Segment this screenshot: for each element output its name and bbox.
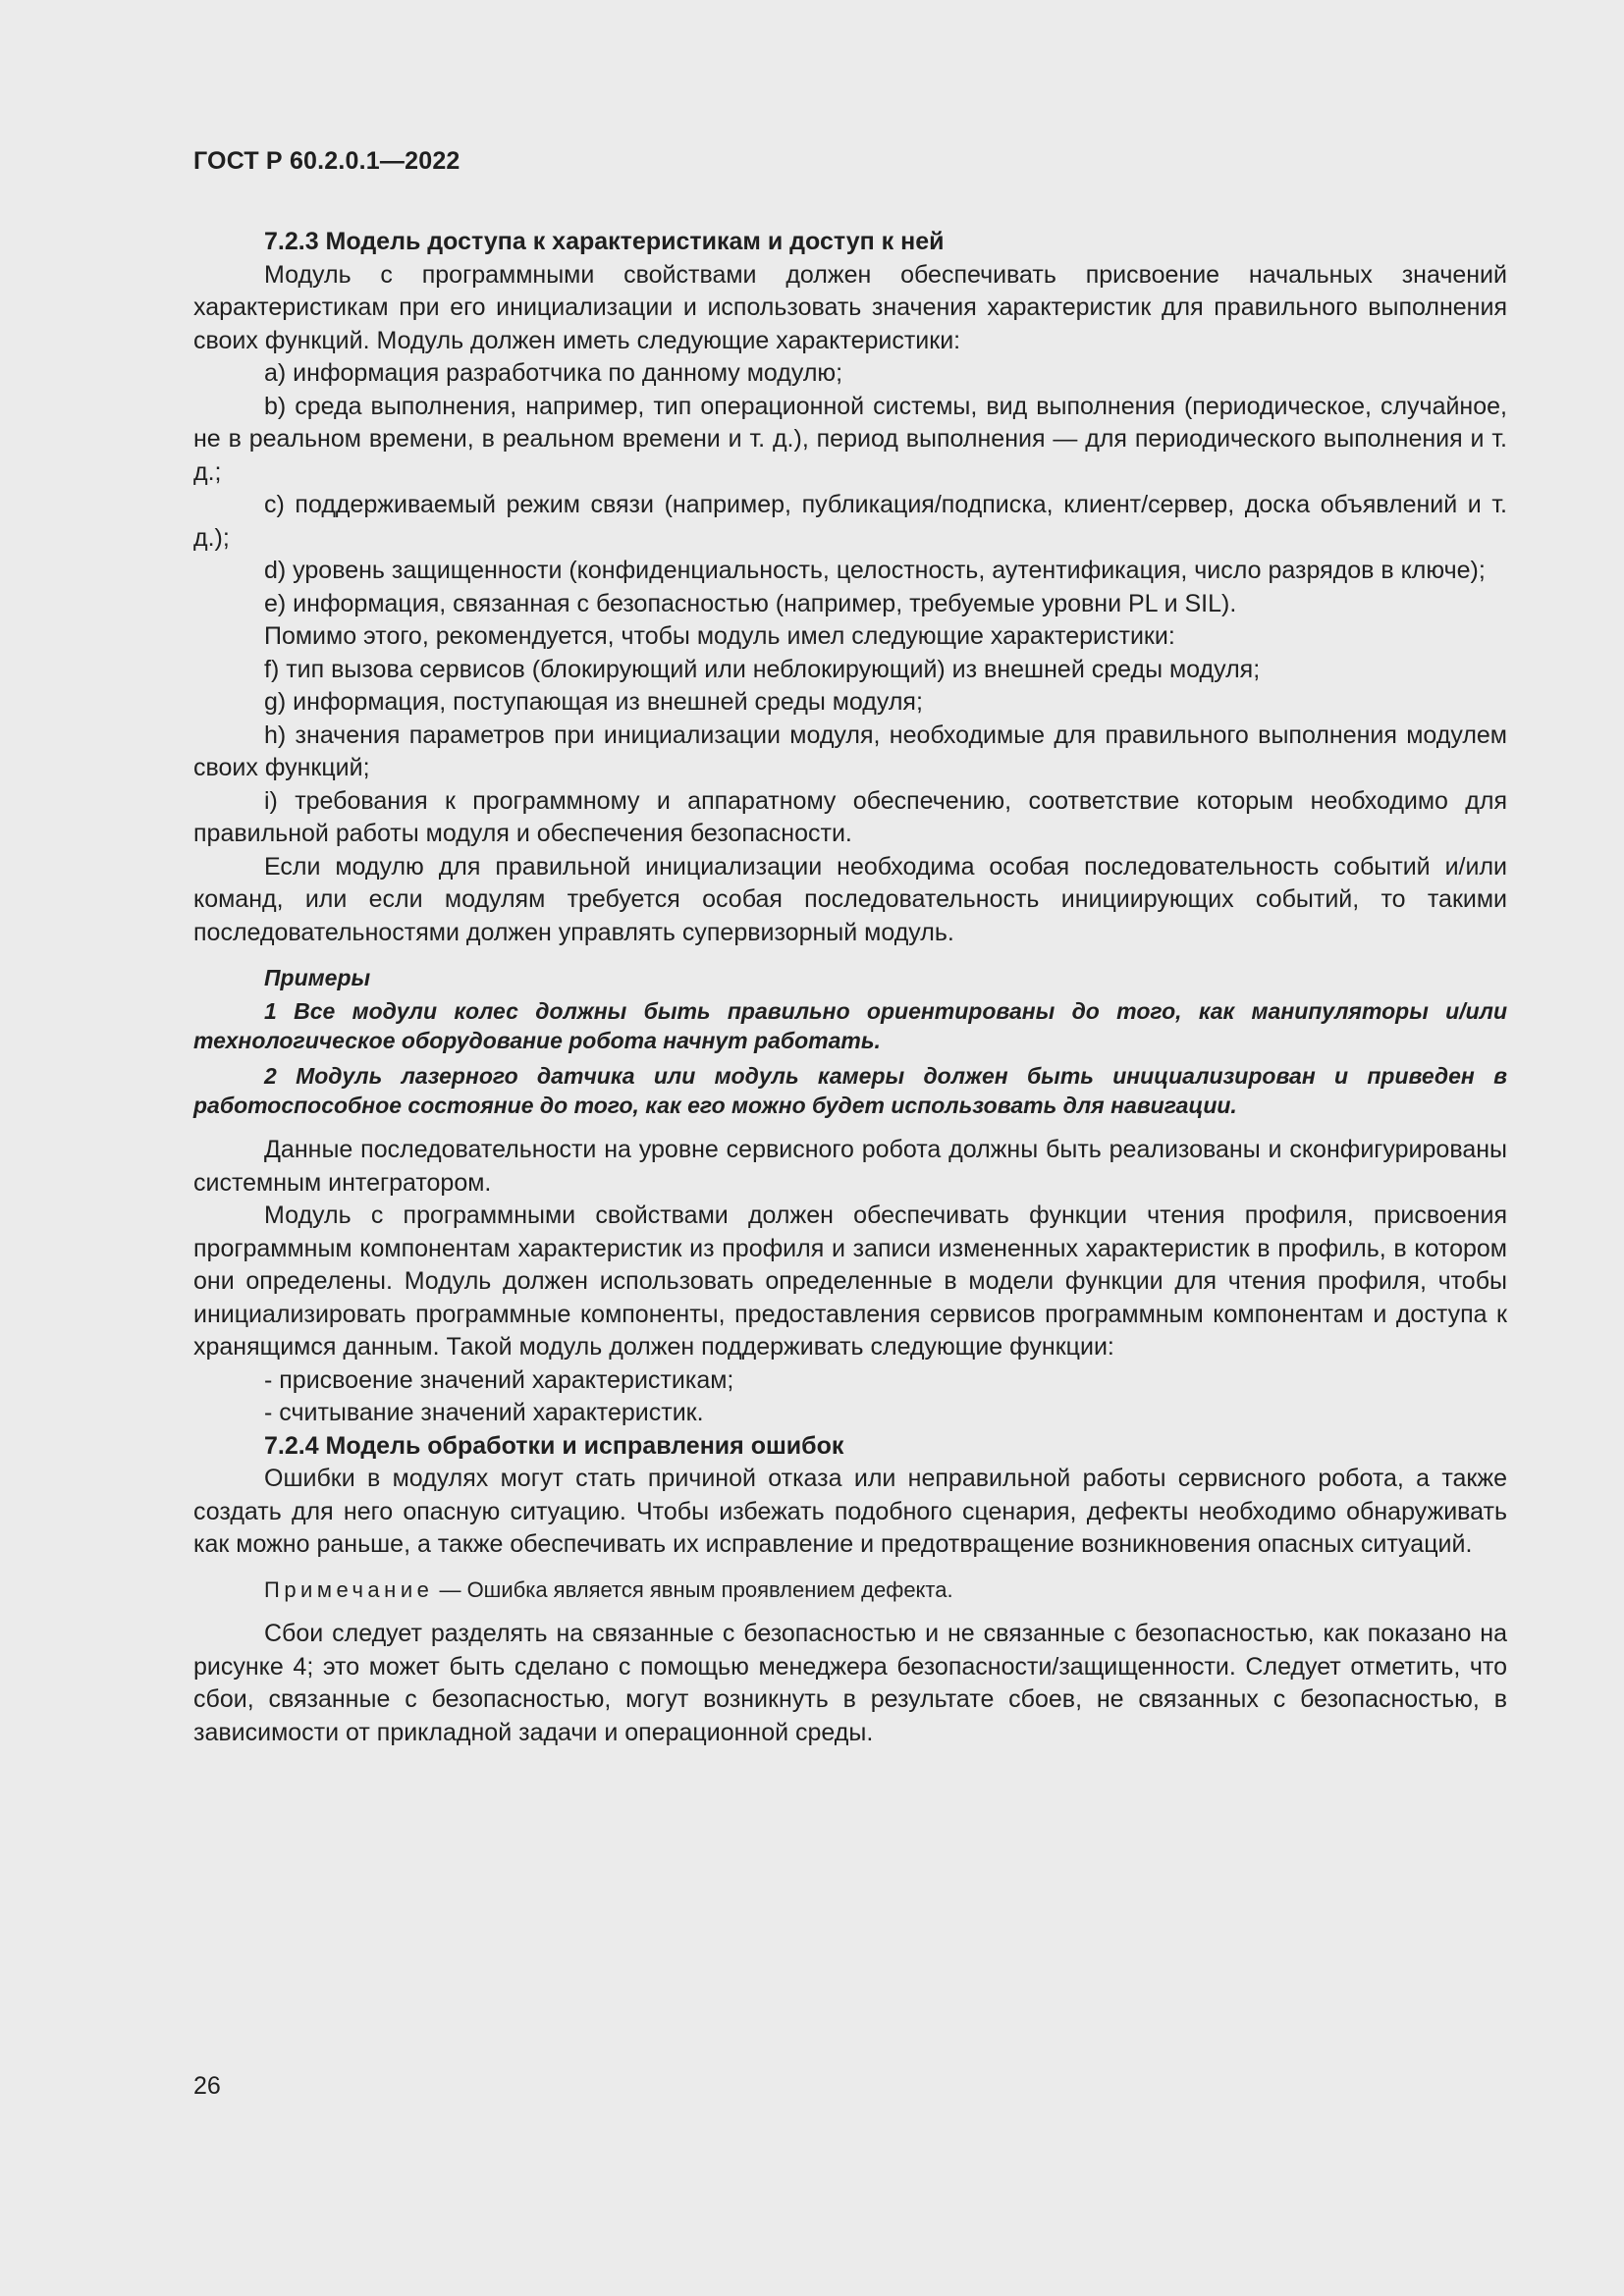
page-number: 26 [193, 2072, 221, 2100]
list-item: d) уровень защищенности (конфиденциальность, целостность, аутентификация, число разрядов в ключе); [264, 557, 1486, 584]
example-item: 2 Модуль лазерного датчика или модуль камеры должен быть инициализирован и приведен в работоспособное состояние до того, как его можно будет использовать для навигации. [193, 1063, 1507, 1118]
profile-paragraph: Модуль с программными свойствами должен обеспечивать функции чтения профиля, присвоения программным компонентам характеристик из профиля и записи измененных характеристик в профиль, в котором они определены. Модуль должен использовать определенные в модели функции для чтения профиля, чтобы инициализировать программные компоненты, предоставления сервисов программным компонентам и доступа к хранящимся данным. Такой модуль должен поддерживать следующие функции: [193, 1201, 1507, 1361]
failures-paragraph: Сбои следует разделять на связанные с безопасностью и не связанные с безопасностью, как показано на рисунке 4; это может быть сделано с помощью менеджера безопасности/защищенности. Следует отметить, что сбои, связанные с безопасностью, могут возникнуть в результате сбоев, не связанных с безопасностью, в зависимости от прикладной задачи и операционной среды. [193, 1620, 1507, 1746]
examples-title: Примеры [264, 965, 371, 990]
list-item: h) значения параметров при инициализации модуля, необходимые для правильного выполнения модулем своих функций; [193, 721, 1507, 781]
function-list-item: - присвоение значений характеристикам; [264, 1365, 734, 1394]
example-item: 1 Все модули колес должны быть правильно ориентированы до того, как манипуляторы и/или технологическое оборудование робота начнут работать. [193, 998, 1507, 1053]
list-item: a) информация разработчика по данному модулю; [264, 359, 843, 387]
recommended-intro-paragraph: Помимо этого, рекомендуется, чтобы модуль имел следующие характеристики: [264, 622, 1175, 650]
list-item: f) тип вызова сервисов (блокирующий или неблокирующий) из внешней среды модуля; [264, 655, 1261, 683]
document-code: ГОСТ Р 60.2.0.1—2022 [193, 147, 460, 175]
function-list-item: - считывание значений характеристик. [264, 1399, 704, 1426]
sequence-paragraph: Если модулю для правильной инициализации необходима особая последовательность событий и/или команд, или если модулям требуется особая последовательность инициирующих событий, то такими последовательностями должен управлять супервизорный модуль. [193, 852, 1507, 946]
section-heading-7-2-3: 7.2.3 Модель доступа к характеристикам и доступ к ней [264, 228, 945, 255]
list-item: i) требования к программному и аппаратному обеспечению, соответствие которым необходимо для правильной работы модуля и обеспечения безопасности. [193, 786, 1507, 847]
errors-paragraph: Ошибки в модулях могут стать причиной отказа или неправильной работы сервисного робота, а также создать для него опасную ситуацию. Чтобы избежать подобного сценария, дефекты необходимо обнаруживать как можно раньше, а также обеспечивать их исправление и предотвращение возникновения опасных ситуаций. [193, 1465, 1507, 1558]
list-item: b) среда выполнения, например, тип операционной системы, вид выполнения (периодическое, случайное, не в реальном времени, в реальном времени и т. д.), период выполнения — для периодического выполнения и т. д.; [193, 392, 1507, 486]
document-body [193, 226, 1507, 1749]
note-text: — Ошибка является явным проявлением дефекта. [433, 1576, 953, 1602]
note [193, 1574, 1507, 1607]
note-label: Примечание [264, 1576, 434, 1602]
list-item: e) информация, связанная с безопасностью (например, требуемые уровни PL и SIL). [264, 589, 1237, 617]
section-intro-paragraph: Модуль с программными свойствами должен обеспечивать присвоение начальных значений характеристикам при его инициализации и использовать значения характеристик для правильного выполнения своих функций. Модуль должен иметь следующие характеристики: [193, 260, 1507, 354]
list-item: g) информация, поступающая из внешней среды модуля; [264, 688, 923, 716]
integrator-paragraph: Данные последовательности на уровне сервисного робота должны быть реализованы и сконфигурированы системным интегратором. [193, 1136, 1507, 1197]
list-item: c) поддерживаемый режим связи (например, публикация/подписка, клиент/сервер, доска объявлений и т. д.); [193, 491, 1507, 552]
section-heading-7-2-4: 7.2.4 Модель обработки и исправления ошибок [264, 1431, 844, 1460]
